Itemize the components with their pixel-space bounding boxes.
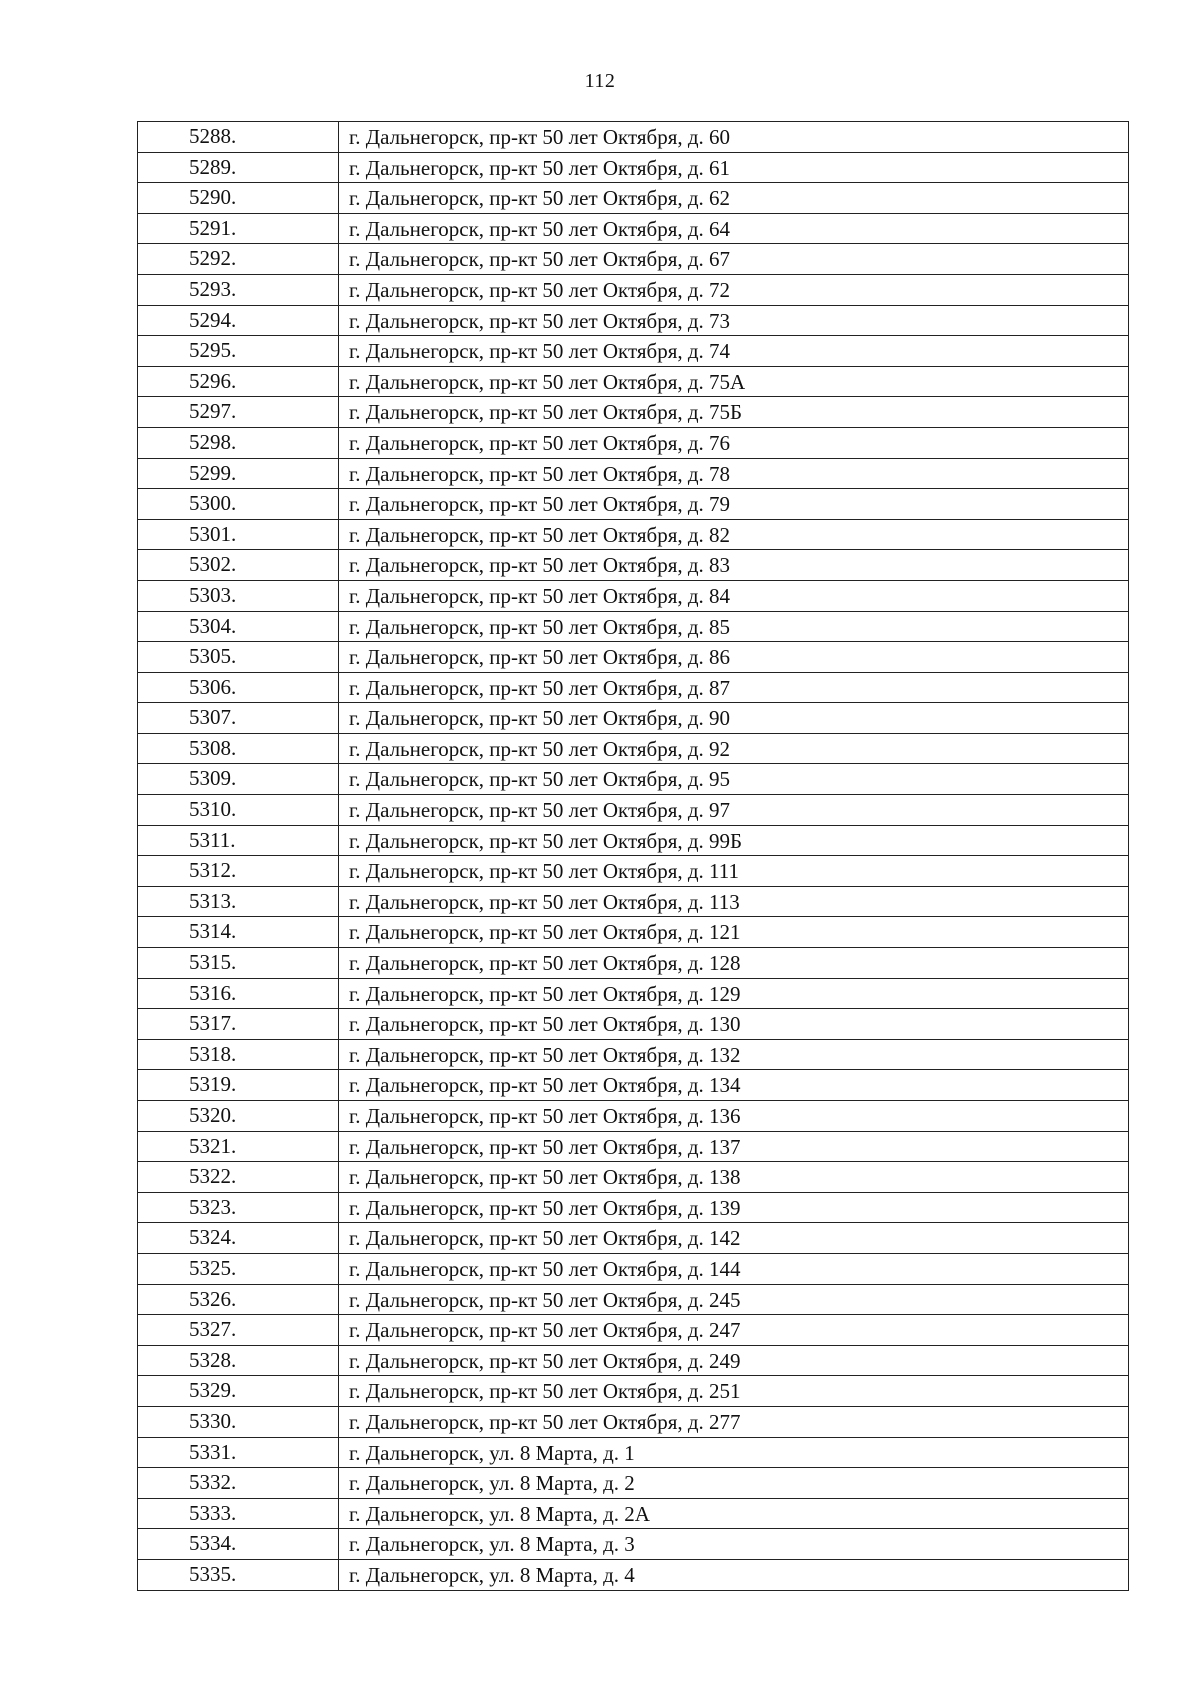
table-row bbox=[138, 856, 1128, 887]
page-number: 112 bbox=[584, 70, 616, 92]
row-number: 5318. bbox=[138, 1040, 339, 1070]
row-address: г. Дальнегорск, пр-кт 50 лет Октября, д. 137 bbox=[349, 1134, 741, 1159]
row-number: 5330. bbox=[138, 1407, 339, 1437]
table-row bbox=[138, 397, 1128, 428]
row-number: 5307. bbox=[138, 703, 339, 733]
row-number: 5320. bbox=[138, 1101, 339, 1131]
row-number: 5329. bbox=[138, 1376, 339, 1406]
row-number: 5294. bbox=[138, 306, 339, 336]
row-number: 5302. bbox=[138, 550, 339, 580]
row-address: г. Дальнегорск, ул. 8 Марта, д. 3 bbox=[349, 1532, 635, 1557]
row-address: г. Дальнегорск, ул. 8 Марта, д. 2А bbox=[349, 1501, 650, 1526]
row-address: г. Дальнегорск, пр-кт 50 лет Октября, д. 129 bbox=[349, 981, 741, 1006]
row-number: 5326. bbox=[138, 1285, 339, 1315]
row-address: г. Дальнегорск, пр-кт 50 лет Октября, д. 62 bbox=[349, 186, 731, 211]
row-number: 5293. bbox=[138, 275, 339, 305]
row-address: г. Дальнегорск, пр-кт 50 лет Октября, д. 83 bbox=[349, 553, 731, 578]
table-row bbox=[138, 1346, 1128, 1377]
table-row bbox=[138, 887, 1128, 918]
row-address: г. Дальнегорск, пр-кт 50 лет Октября, д. 95 bbox=[349, 767, 731, 792]
table-row bbox=[138, 489, 1128, 520]
table-row bbox=[138, 153, 1128, 184]
row-address: г. Дальнегорск, ул. 8 Марта, д. 2 bbox=[349, 1471, 635, 1496]
table-row bbox=[138, 1468, 1128, 1499]
row-number: 5303. bbox=[138, 581, 339, 611]
row-address: г. Дальнегорск, пр-кт 50 лет Октября, д. 134 bbox=[349, 1073, 741, 1098]
row-address: г. Дальнегорск, ул. 8 Марта, д. 1 bbox=[349, 1440, 635, 1465]
row-number: 5314. bbox=[138, 917, 339, 947]
table-row bbox=[138, 1132, 1128, 1163]
row-address: г. Дальнегорск, пр-кт 50 лет Октября, д. 75А bbox=[349, 369, 746, 394]
row-number: 5304. bbox=[138, 612, 339, 642]
table-row bbox=[138, 1009, 1128, 1040]
table-row bbox=[138, 428, 1128, 459]
table-row bbox=[138, 795, 1128, 826]
row-address: г. Дальнегорск, пр-кт 50 лет Октября, д. 132 bbox=[349, 1042, 741, 1067]
row-address: г. Дальнегорск, пр-кт 50 лет Октября, д. 138 bbox=[349, 1165, 741, 1190]
table-row bbox=[138, 550, 1128, 581]
table-row bbox=[138, 764, 1128, 795]
row-address: г. Дальнегорск, пр-кт 50 лет Октября, д. 113 bbox=[349, 889, 740, 914]
row-address: г. Дальнегорск, пр-кт 50 лет Октября, д. 67 bbox=[349, 247, 731, 272]
table-row bbox=[138, 459, 1128, 490]
row-number: 5334. bbox=[138, 1529, 339, 1559]
table-row bbox=[138, 306, 1128, 337]
row-number: 5325. bbox=[138, 1254, 339, 1284]
row-address: г. Дальнегорск, пр-кт 50 лет Октября, д. 139 bbox=[349, 1195, 741, 1220]
row-address: г. Дальнегорск, пр-кт 50 лет Октября, д. 128 bbox=[349, 951, 741, 976]
table-row bbox=[138, 1315, 1128, 1346]
address-table bbox=[137, 121, 1129, 1591]
row-number: 5306. bbox=[138, 673, 339, 703]
row-number: 5295. bbox=[138, 336, 339, 366]
table-row bbox=[138, 1162, 1128, 1193]
table-row bbox=[138, 1529, 1128, 1560]
row-address: г. Дальнегорск, пр-кт 50 лет Октября, д. 249 bbox=[349, 1348, 741, 1373]
row-address: г. Дальнегорск, пр-кт 50 лет Октября, д. 64 bbox=[349, 216, 731, 241]
table-row bbox=[138, 244, 1128, 275]
row-number: 5323. bbox=[138, 1193, 339, 1223]
row-address: г. Дальнегорск, пр-кт 50 лет Октября, д. 142 bbox=[349, 1226, 741, 1251]
row-address: г. Дальнегорск, пр-кт 50 лет Октября, д. 245 bbox=[349, 1287, 741, 1312]
row-number: 5309. bbox=[138, 764, 339, 794]
row-number: 5305. bbox=[138, 642, 339, 672]
row-number: 5289. bbox=[138, 153, 339, 183]
table-row bbox=[138, 1223, 1128, 1254]
row-number: 5327. bbox=[138, 1315, 339, 1345]
table-row bbox=[138, 734, 1128, 765]
row-number: 5319. bbox=[138, 1070, 339, 1100]
table-row bbox=[138, 1101, 1128, 1132]
row-address: г. Дальнегорск, пр-кт 50 лет Октября, д. 60 bbox=[349, 125, 731, 149]
table-row bbox=[138, 214, 1128, 245]
row-address: г. Дальнегорск, пр-кт 50 лет Октября, д. 84 bbox=[349, 583, 731, 608]
row-address: г. Дальнегорск, пр-кт 50 лет Октября, д. 111 bbox=[349, 859, 739, 884]
row-address: г. Дальнегорск, пр-кт 50 лет Октября, д. 251 bbox=[349, 1379, 741, 1404]
row-number: 5298. bbox=[138, 428, 339, 458]
row-number: 5292. bbox=[138, 244, 339, 274]
table-row bbox=[138, 1040, 1128, 1071]
row-number: 5315. bbox=[138, 948, 339, 978]
table-row bbox=[138, 673, 1128, 704]
table-row bbox=[138, 1193, 1128, 1224]
row-number: 5324. bbox=[138, 1223, 339, 1253]
row-address: г. Дальнегорск, пр-кт 50 лет Октября, д. 76 bbox=[349, 430, 731, 455]
table-row bbox=[138, 642, 1128, 673]
row-address: г. Дальнегорск, пр-кт 50 лет Октября, д. 97 bbox=[349, 798, 731, 823]
row-address: г. Дальнегорск, пр-кт 50 лет Октября, д. 121 bbox=[349, 920, 741, 945]
row-address: г. Дальнегорск, пр-кт 50 лет Октября, д. 87 bbox=[349, 675, 731, 700]
row-number: 5301. bbox=[138, 520, 339, 550]
table-row bbox=[138, 1285, 1128, 1316]
row-number: 5331. bbox=[138, 1438, 339, 1468]
row-number: 5288. bbox=[138, 122, 339, 152]
row-number: 5291. bbox=[138, 214, 339, 244]
row-number: 5328. bbox=[138, 1346, 339, 1376]
row-number: 5311. bbox=[138, 826, 339, 856]
table-row bbox=[138, 826, 1128, 857]
row-address: г. Дальнегорск, пр-кт 50 лет Октября, д. 92 bbox=[349, 736, 731, 761]
table-row bbox=[138, 367, 1128, 398]
row-number: 5335. bbox=[138, 1560, 339, 1590]
row-number: 5321. bbox=[138, 1132, 339, 1162]
row-address: г. Дальнегорск, пр-кт 50 лет Октября, д. 78 bbox=[349, 461, 731, 486]
row-number: 5313. bbox=[138, 887, 339, 917]
table-row bbox=[138, 1499, 1128, 1530]
row-address: г. Дальнегорск, пр-кт 50 лет Октября, д. 86 bbox=[349, 645, 731, 670]
table-row bbox=[138, 1376, 1128, 1407]
row-address: г. Дальнегорск, пр-кт 50 лет Октября, д. 75Б bbox=[349, 400, 743, 425]
table-row bbox=[138, 1560, 1128, 1591]
row-address: г. Дальнегорск, пр-кт 50 лет Октября, д. 130 bbox=[349, 1012, 741, 1037]
row-address: г. Дальнегорск, пр-кт 50 лет Октября, д. 72 bbox=[349, 277, 731, 302]
table-row bbox=[138, 183, 1128, 214]
table-row bbox=[138, 275, 1128, 306]
row-number: 5312. bbox=[138, 856, 339, 886]
row-number: 5297. bbox=[138, 397, 339, 427]
row-address: г. Дальнегорск, пр-кт 50 лет Октября, д. 61 bbox=[349, 155, 731, 180]
row-number: 5317. bbox=[138, 1009, 339, 1039]
row-number: 5332. bbox=[138, 1468, 339, 1498]
row-number: 5316. bbox=[138, 979, 339, 1009]
row-address: г. Дальнегорск, пр-кт 50 лет Октября, д. 277 bbox=[349, 1409, 741, 1434]
table-row bbox=[138, 336, 1128, 367]
table-row bbox=[138, 948, 1128, 979]
table-row bbox=[138, 1254, 1128, 1285]
row-address: г. Дальнегорск, ул. 8 Марта, д. 4 bbox=[349, 1562, 635, 1587]
row-address: г. Дальнегорск, пр-кт 50 лет Октября, д. 247 bbox=[349, 1318, 741, 1343]
row-address: г. Дальнегорск, пр-кт 50 лет Октября, д. 73 bbox=[349, 308, 731, 333]
row-number: 5299. bbox=[138, 459, 339, 489]
table-row bbox=[138, 979, 1128, 1010]
row-address: г. Дальнегорск, пр-кт 50 лет Октября, д. 85 bbox=[349, 614, 731, 639]
row-number: 5300. bbox=[138, 489, 339, 519]
table-row bbox=[138, 581, 1128, 612]
table-row bbox=[138, 1070, 1128, 1101]
table-row bbox=[138, 917, 1128, 948]
row-address: г. Дальнегорск, пр-кт 50 лет Октября, д. 90 bbox=[349, 706, 731, 731]
table-row bbox=[138, 1407, 1128, 1438]
row-number: 5296. bbox=[138, 367, 339, 397]
table-row bbox=[138, 612, 1128, 643]
row-address: г. Дальнегорск, пр-кт 50 лет Октября, д. 74 bbox=[349, 339, 731, 364]
row-number: 5333. bbox=[138, 1499, 339, 1529]
row-address: г. Дальнегорск, пр-кт 50 лет Октября, д. 79 bbox=[349, 492, 731, 517]
row-number: 5290. bbox=[138, 183, 339, 213]
row-number: 5322. bbox=[138, 1162, 339, 1192]
row-address: г. Дальнегорск, пр-кт 50 лет Октября, д. 144 bbox=[349, 1256, 741, 1281]
table-row bbox=[138, 1438, 1128, 1469]
row-address: г. Дальнегорск, пр-кт 50 лет Октября, д. 136 bbox=[349, 1104, 741, 1128]
row-number: 5310. bbox=[138, 795, 339, 825]
row-number: 5308. bbox=[138, 734, 339, 764]
table-row bbox=[138, 703, 1128, 734]
row-address: г. Дальнегорск, пр-кт 50 лет Октября, д. 99Б bbox=[349, 828, 743, 853]
row-address: г. Дальнегорск, пр-кт 50 лет Октября, д. 82 bbox=[349, 522, 731, 547]
table-row bbox=[138, 520, 1128, 551]
table-row bbox=[138, 122, 1128, 153]
